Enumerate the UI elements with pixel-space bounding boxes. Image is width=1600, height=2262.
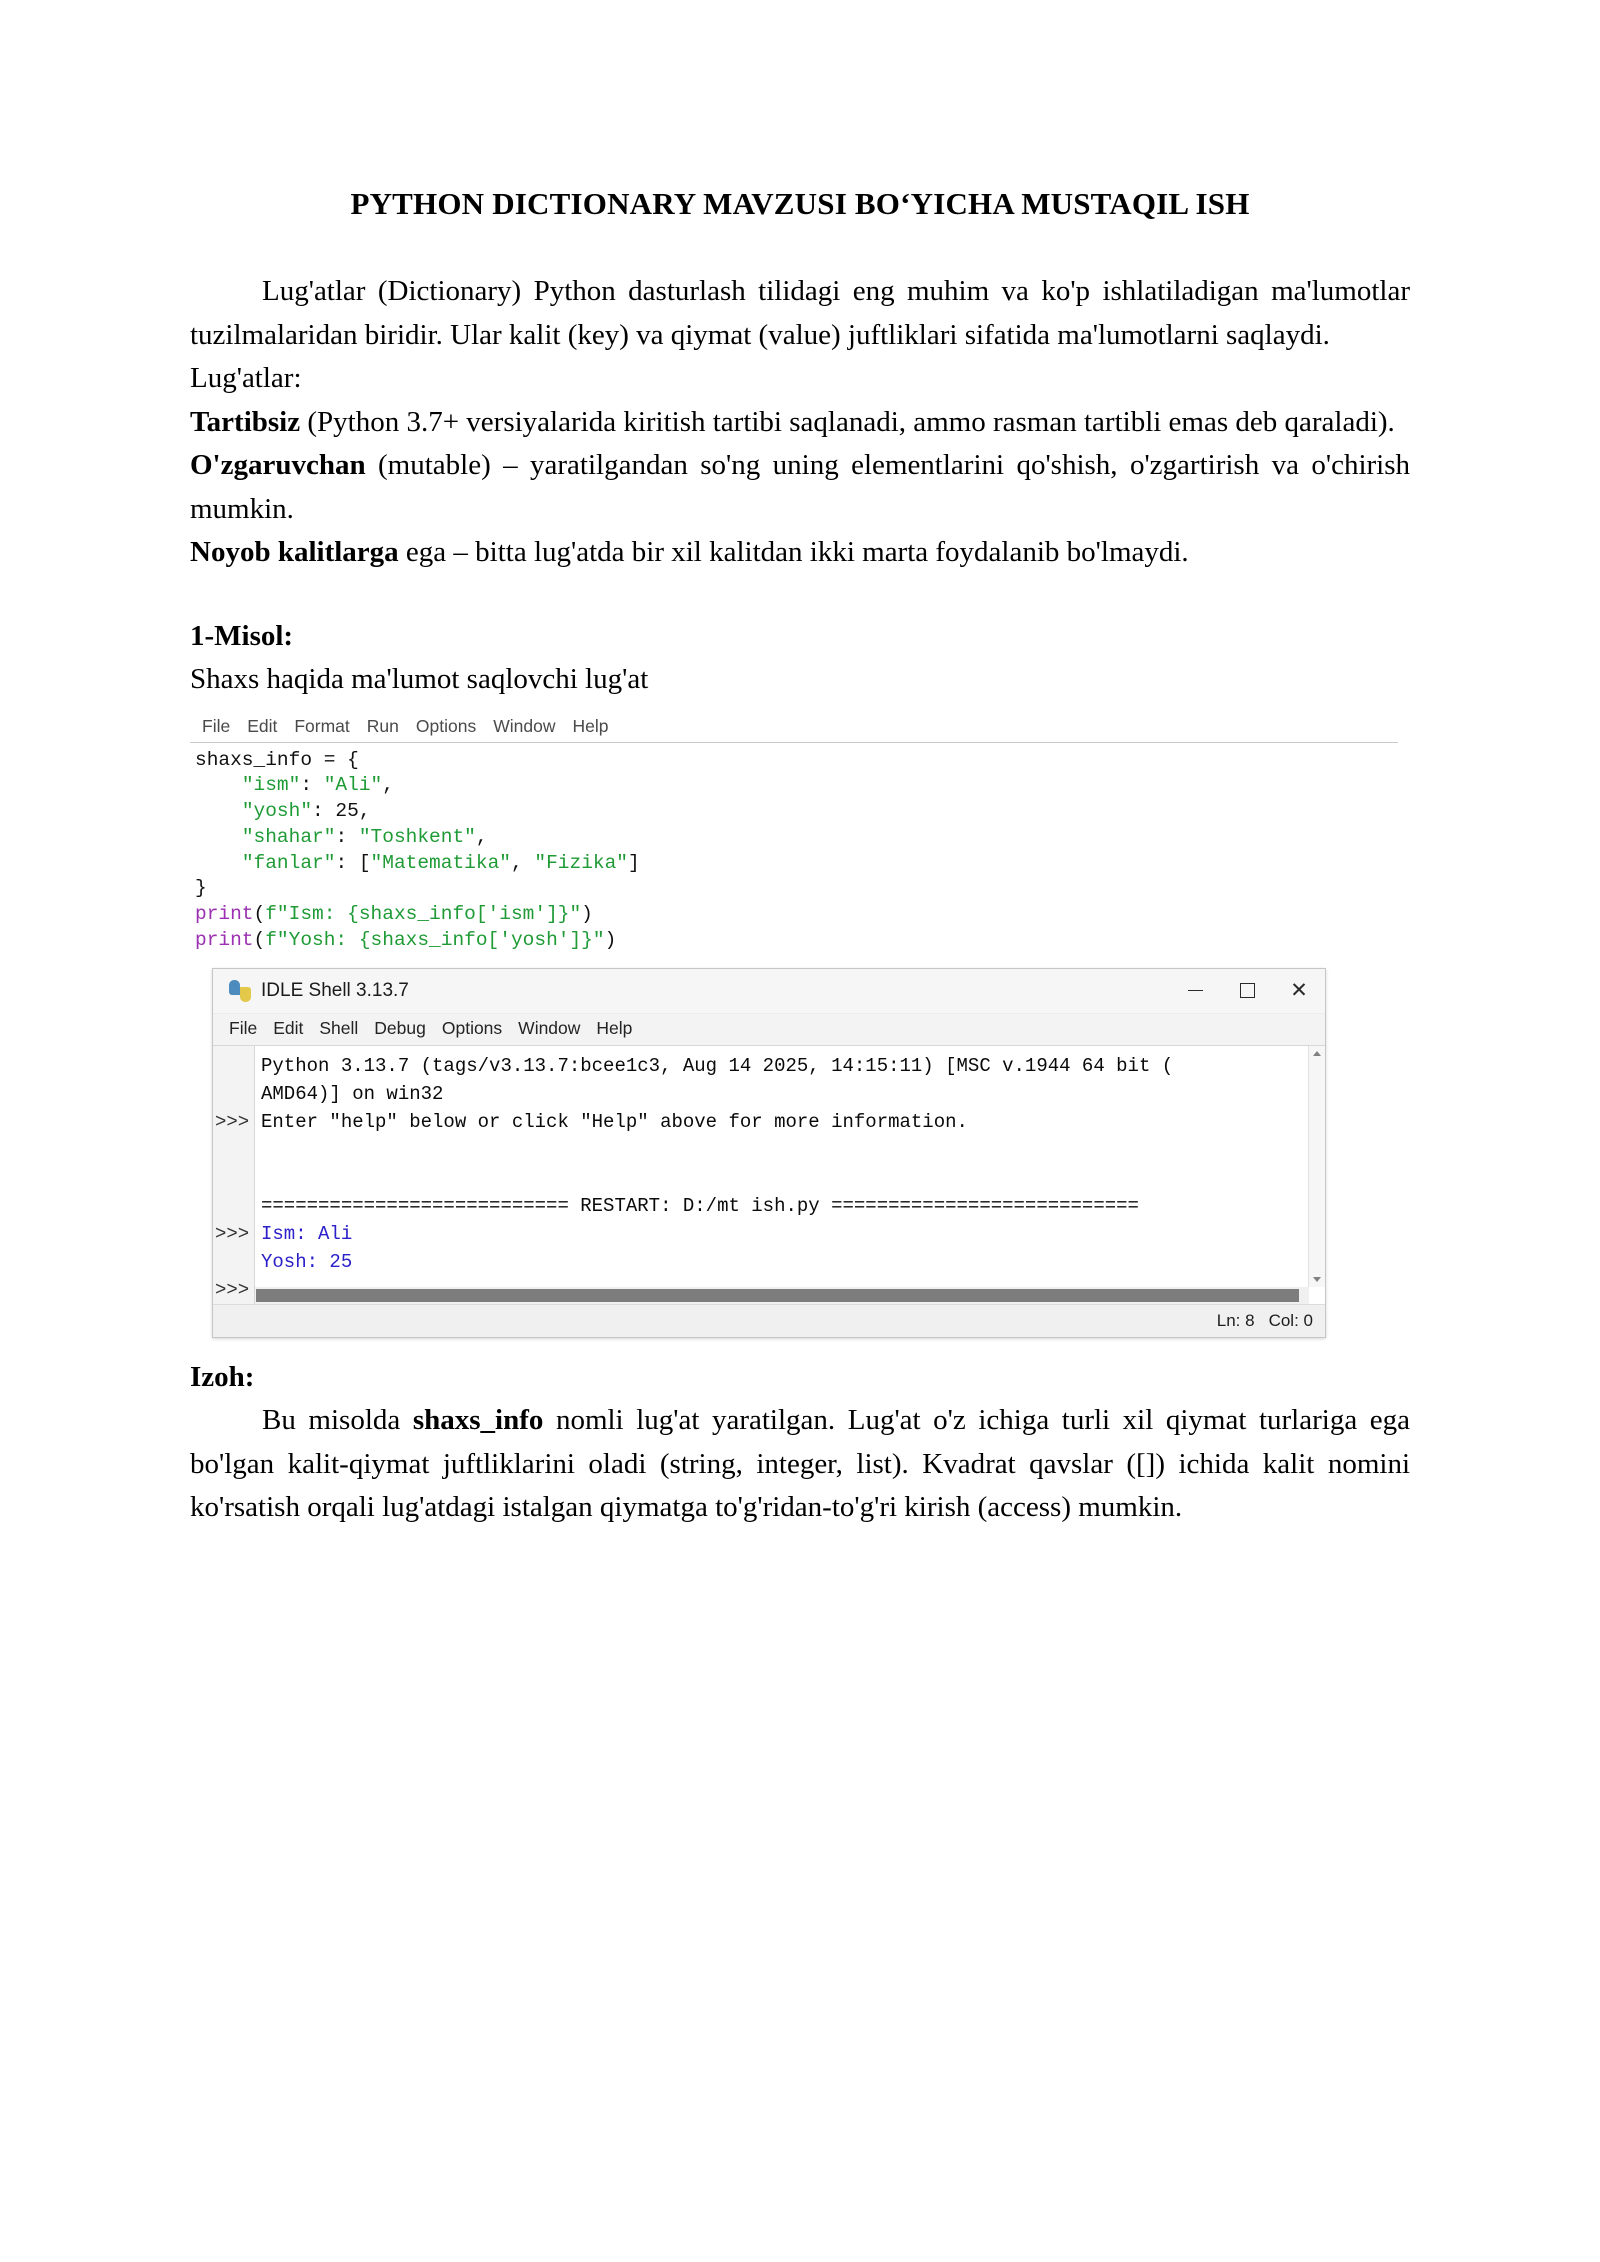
- code-token: shaxs_info = {: [195, 748, 359, 771]
- code-token: "Matematika": [370, 851, 511, 874]
- izoh-paragraph: [190, 1399, 1410, 1530]
- list-lead-text: Lug'atlar:: [190, 362, 302, 395]
- shell-line: =========================== RESTART: D:/mt ish.py ===========================: [261, 1194, 1139, 1217]
- code-token: print: [195, 928, 254, 951]
- document-content: [190, 185, 1410, 1530]
- shell-prompt: >>>: [215, 1222, 250, 1245]
- code-token: :: [335, 825, 359, 848]
- shell-menu-item-file[interactable]: File: [229, 1017, 258, 1038]
- code-line: [195, 876, 1398, 902]
- python-icon: [229, 980, 251, 1002]
- definition-term: Noyob kalitlarga: [190, 536, 399, 569]
- code-token: "ism": [241, 774, 301, 797]
- menu-item-file[interactable]: File: [202, 715, 231, 736]
- status-column-number: Col: 0: [1268, 1310, 1313, 1330]
- close-icon[interactable]: ✕: [1290, 979, 1308, 1003]
- definition-noyob-kalitlarga: [190, 531, 1410, 575]
- code-line: [195, 748, 1398, 774]
- code-token: f"Yosh: {shaxs_info['yosh']}": [265, 928, 605, 951]
- example-caption: Shaxs haqida ma'lumot saqlovchi lug'at: [190, 663, 649, 696]
- menu-item-format[interactable]: Format: [294, 715, 350, 736]
- shell-prompt: [213, 1192, 254, 1220]
- shell-menu-item-shell[interactable]: Shell: [319, 1017, 359, 1038]
- maximize-icon[interactable]: [1221, 969, 1273, 1013]
- code-token: "Toshkent": [358, 825, 476, 848]
- izoh-rest: nomli lug'at yaratilgan. Lug'at o'z ichiga turli xil qiymat turlariga ega bo'lgan kalit-qiymat juftliklarini oladi (string, integer, list). Kvadrat qavslar ([]) ichida kalit nomini ko'rsatish orqali lug'atdagi istalgan qiymatga to'g'ridan-to'g'ri kirish (access) mumkin.: [190, 1404, 1411, 1524]
- scroll-up-arrow-icon[interactable]: [1313, 1051, 1321, 1056]
- menu-item-run[interactable]: Run: [366, 715, 399, 736]
- code-token: ,: [382, 774, 394, 797]
- shell-prompt: >>>: [215, 1278, 250, 1301]
- shell-menu-item-debug[interactable]: Debug: [374, 1017, 426, 1038]
- code-token: f"Ism: {shaxs_info['ism']}": [265, 903, 582, 926]
- horizontal-scrollbar-thumb[interactable]: [256, 1289, 1299, 1302]
- shell-line: [261, 1136, 1325, 1164]
- code-line: [195, 902, 1398, 928]
- intro-paragraph: Lug'atlar (Dictionary) Python dasturlash tilidagi eng muhim va ko'p ishlatiladigan ma'lumotlar tuzilmalaridan biridir. Ular kalit (key) va qiymat (value) juftliklari sifatida ma'lumotlarni saqlaydi.: [190, 275, 1410, 351]
- definition-term: Tartibsiz: [190, 405, 301, 438]
- shell-line: [261, 1164, 1325, 1192]
- window-controls: [1169, 969, 1325, 1013]
- scroll-down-arrow-icon[interactable]: [1313, 1277, 1321, 1282]
- shell-prompt: [213, 1136, 254, 1164]
- code-line: [195, 928, 1398, 954]
- code-token: ,: [475, 825, 488, 848]
- shell-prompt-gutter: [213, 1046, 255, 1304]
- shell-output-text[interactable]: [255, 1046, 1325, 1304]
- izoh-prefix: Bu misolda: [262, 1404, 413, 1437]
- page-title: PYTHON DICTIONARY MAVZUSI BO‘YICHA MUSTAQIL ISH: [350, 186, 1250, 221]
- code-token: ): [604, 928, 617, 951]
- code-token: ]: [628, 851, 640, 874]
- vertical-scrollbar[interactable]: [1308, 1046, 1325, 1287]
- code-token: ): [581, 903, 593, 926]
- idle-editor-window: [190, 716, 1398, 956]
- shell-prompt: [213, 1164, 254, 1192]
- code-token: "yosh": [241, 800, 313, 823]
- definition-tartibsiz: [190, 401, 1410, 445]
- code-line: [195, 825, 1398, 851]
- minimize-icon[interactable]: [1169, 969, 1221, 1013]
- definition-term: O'zgaruvchan: [190, 449, 366, 482]
- code-line: [195, 773, 1398, 799]
- shell-output-body[interactable]: [213, 1045, 1325, 1304]
- shell-window-title: IDLE Shell 3.13.7: [261, 979, 409, 1001]
- example-heading: 1-Misol:: [190, 619, 294, 652]
- code-token: [195, 774, 242, 796]
- definition-ozgaruvchan: [190, 444, 1410, 531]
- horizontal-scrollbar[interactable]: [255, 1287, 1309, 1304]
- status-line-number: Ln: 8: [1216, 1310, 1255, 1330]
- code-token: [195, 852, 242, 874]
- shell-output-line: Yosh: 25: [261, 1250, 353, 1273]
- code-token: (: [253, 928, 266, 951]
- shell-menu-item-edit[interactable]: Edit: [273, 1017, 304, 1038]
- code-token: (: [253, 903, 266, 926]
- shell-menu-item-options[interactable]: Options: [441, 1017, 503, 1038]
- code-token: : [: [335, 851, 371, 874]
- code-token: ,: [510, 851, 535, 874]
- code-token: [195, 800, 242, 822]
- shell-prompt: >>>: [215, 1110, 250, 1133]
- shell-menubar: [213, 1014, 1325, 1045]
- shell-line: Python 3.13.7 (tags/v3.13.7:bcee1c3, Aug 14 2025, 14:15:11) [MSC v.1944 64 bit (: [261, 1054, 1174, 1077]
- shell-prompt: [213, 1248, 254, 1276]
- idle-shell-window: [212, 968, 1326, 1338]
- spacer: [190, 1338, 1410, 1356]
- code-token: }: [195, 877, 207, 900]
- shell-line: Enter "help" below or click "Help" above for more information.: [261, 1110, 968, 1133]
- definition-text: (Python 3.7+ versiyalarida kiritish tartibi saqlanadi, ammo rasman tartibli emas deb qaraladi).: [300, 405, 1395, 438]
- shell-menu-item-help[interactable]: Help: [596, 1017, 633, 1038]
- editor-menubar: [190, 716, 1398, 743]
- code-token: "fanlar": [241, 851, 336, 874]
- menu-item-edit[interactable]: Edit: [247, 715, 278, 736]
- izoh-heading: Izoh:: [190, 1360, 255, 1393]
- code-token: "Fizika": [534, 851, 629, 874]
- shell-prompt: [213, 1052, 254, 1080]
- spacer: [190, 575, 1410, 615]
- code-token: : 25,: [312, 800, 371, 823]
- definition-text: ega – bitta lug'atda bir xil kalitdan ikki marta foydalanib bo'lmaydi.: [398, 536, 1189, 569]
- menu-item-options[interactable]: Options: [415, 715, 477, 736]
- shell-output-line: Ism: Ali: [261, 1222, 353, 1245]
- menu-item-window[interactable]: Window: [493, 715, 556, 736]
- code-token: "shahar": [241, 825, 336, 848]
- editor-code-area[interactable]: [190, 743, 1398, 956]
- code-token: [195, 826, 242, 848]
- shell-prompt: [213, 1080, 254, 1108]
- definition-text: (mutable) – yaratilgandan so'ng uning elementlarini qo'shish, o'zgartirish va o'chirish mumkin.: [190, 449, 1410, 525]
- izoh-bold-term: shaxs_info: [412, 1404, 544, 1437]
- code-line: [195, 851, 1398, 877]
- code-token: :: [300, 774, 324, 797]
- shell-line: AMD64)] on win32: [261, 1082, 444, 1105]
- shell-menu-item-window[interactable]: Window: [518, 1017, 581, 1038]
- code-line: [195, 799, 1398, 825]
- shell-titlebar[interactable]: [213, 969, 1325, 1014]
- menu-item-help[interactable]: Help: [572, 715, 609, 736]
- code-token: print: [195, 903, 254, 926]
- code-token: "Ali": [323, 774, 383, 797]
- shell-statusbar: [213, 1304, 1325, 1337]
